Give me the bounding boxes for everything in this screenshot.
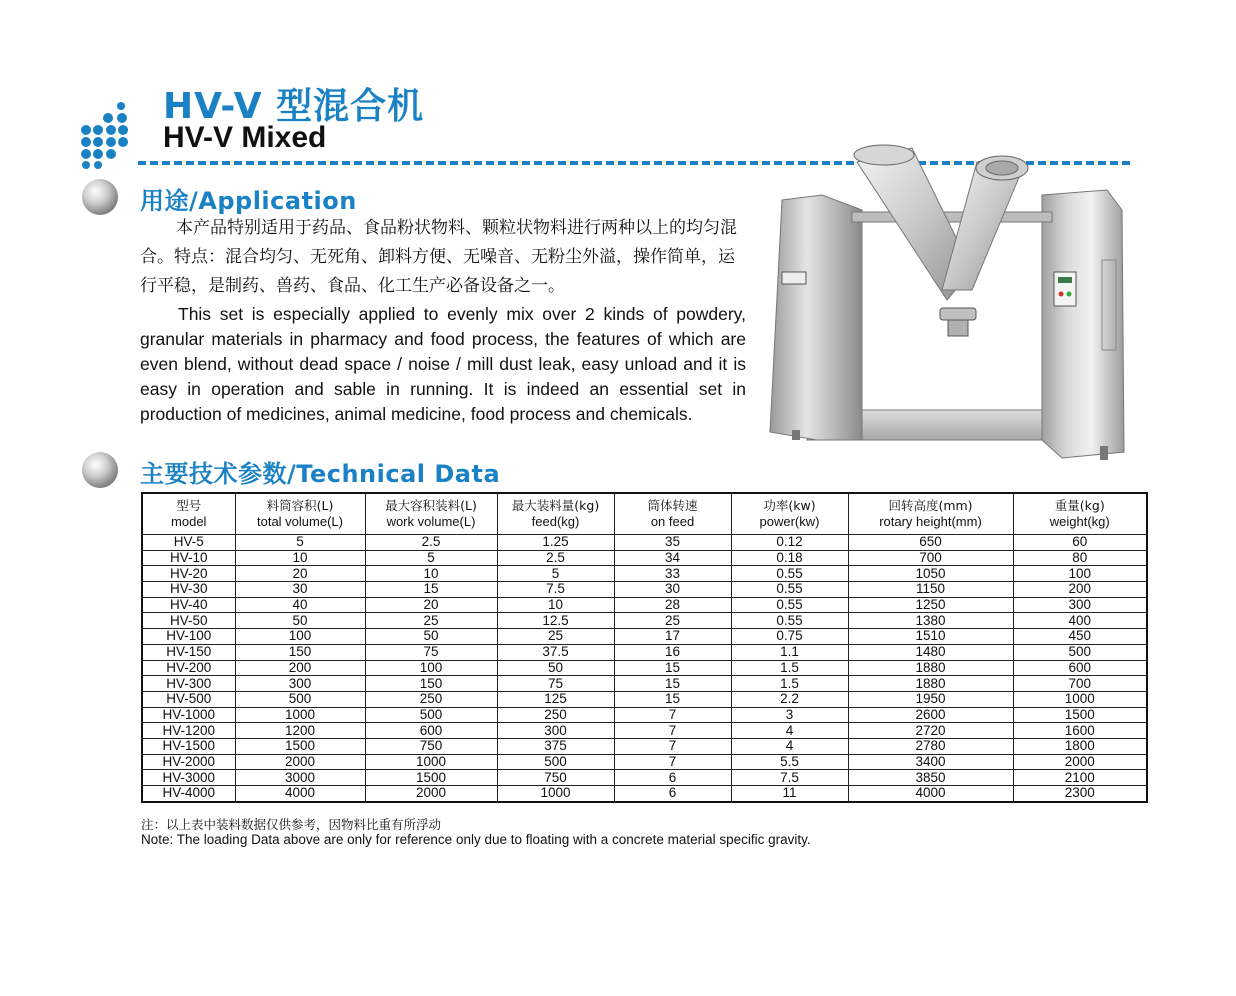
table-cell: HV-500	[142, 691, 235, 707]
table-cell: 7	[614, 738, 731, 754]
table-cell: 650	[848, 535, 1013, 551]
table-cell: 15	[614, 676, 731, 692]
table-cell: 75	[497, 676, 614, 692]
table-cell: 2100	[1013, 770, 1147, 786]
page-title-cn: HV-V 型混合机	[163, 86, 425, 127]
spec-table-container	[141, 492, 1146, 803]
application-heading-block	[82, 179, 482, 219]
table-cell: 25	[497, 629, 614, 645]
table-row	[142, 535, 1147, 551]
table-row	[142, 582, 1147, 598]
table-row	[142, 613, 1147, 629]
table-row	[142, 770, 1147, 786]
table-cell: 1500	[235, 738, 365, 754]
table-cell: 2300	[1013, 786, 1147, 802]
table-cell: 0.75	[731, 629, 848, 645]
table-cell: 3400	[848, 754, 1013, 770]
column-header-cn: 最大装料量(kg)	[511, 498, 600, 513]
table-cell: 2.5	[497, 550, 614, 566]
column-header-en: weight(kg)	[1049, 514, 1110, 529]
application-text-cn: 本产品特别适用于药品、食品粉状物料、颗粒状物料进行两种以上的均匀混合。特点：混合均匀、无死角、卸料方便、无噪音、无粉尘外溢，操作简单，运行平稳，是制药、兽药、食品、化工生产必备设备之一。	[140, 218, 737, 296]
table-cell: 1880	[848, 676, 1013, 692]
table-cell: 1510	[848, 629, 1013, 645]
column-header	[142, 493, 235, 535]
table-row	[142, 676, 1147, 692]
table-cell: 15	[614, 660, 731, 676]
table-cell: 1000	[497, 786, 614, 802]
table-row	[142, 550, 1147, 566]
column-header	[731, 493, 848, 535]
table-cell: HV-5	[142, 535, 235, 551]
column-header-en: rotary height(mm)	[879, 514, 982, 529]
table-cell: 700	[1013, 676, 1147, 692]
table-cell: 1600	[1013, 723, 1147, 739]
bullet-ball-icon	[82, 452, 118, 488]
table-cell: 16	[614, 644, 731, 660]
column-header-cn: 回转高度(mm)	[888, 498, 973, 513]
table-cell: 100	[365, 660, 497, 676]
table-cell: 600	[1013, 660, 1147, 676]
column-header-en: total volume(L)	[257, 514, 343, 529]
table-cell: 15	[365, 582, 497, 598]
table-cell: 20	[365, 597, 497, 613]
table-cell: HV-10	[142, 550, 235, 566]
table-cell: 25	[365, 613, 497, 629]
column-header-cn: 筒体转速	[647, 498, 698, 513]
table-cell: 25	[614, 613, 731, 629]
table-cell: 11	[731, 786, 848, 802]
application-text-en: This set is especially applied to evenly mix over 2 kinds of powdery, granular materials in pharmacy and food process, the features of which are even blend, without dead space / noise / mill dust leak, easy unload and it is easy in operation and sable in running. It is indeed an essential set in production of medicines, animal medicine, food process and chemicals.	[140, 304, 746, 424]
column-header-cn: 重量(kg)	[1054, 498, 1105, 513]
table-cell: 0.12	[731, 535, 848, 551]
table-cell: 150	[365, 676, 497, 692]
table-cell: 1.5	[731, 676, 848, 692]
table-cell: 2.5	[365, 535, 497, 551]
table-row	[142, 707, 1147, 723]
table-cell: 5.5	[731, 754, 848, 770]
table-cell: 7.5	[497, 582, 614, 598]
table-cell: 200	[235, 660, 365, 676]
column-header-cn: 型号	[176, 498, 202, 513]
table-cell: 37.5	[497, 644, 614, 660]
column-header-en: model	[171, 514, 207, 529]
table-cell: HV-30	[142, 582, 235, 598]
table-cell: 5	[497, 566, 614, 582]
table-cell: 30	[614, 582, 731, 598]
column-header-cn: 功率(kw)	[763, 498, 816, 513]
table-cell: 750	[365, 738, 497, 754]
table-cell: 1950	[848, 691, 1013, 707]
table-cell: HV-4000	[142, 786, 235, 802]
spec-table	[141, 492, 1148, 803]
table-cell: 7	[614, 754, 731, 770]
table-cell: HV-40	[142, 597, 235, 613]
table-cell: HV-50	[142, 613, 235, 629]
table-body	[142, 535, 1147, 802]
column-header-cn: 最大容积装料(L)	[385, 498, 477, 513]
column-header-en: feed(kg)	[531, 514, 580, 529]
table-cell: 300	[1013, 597, 1147, 613]
column-header	[235, 493, 365, 535]
table-cell: 0.55	[731, 582, 848, 598]
table-cell: 3	[731, 707, 848, 723]
table-cell: 20	[235, 566, 365, 582]
table-cell: 1.5	[731, 660, 848, 676]
table-cell: 10	[365, 566, 497, 582]
table-row	[142, 786, 1147, 802]
dot-logo-icon	[78, 100, 138, 170]
column-header	[497, 493, 614, 535]
table-cell: 100	[1013, 566, 1147, 582]
table-row	[142, 566, 1147, 582]
table-cell: 4000	[235, 786, 365, 802]
table-cell: 1380	[848, 613, 1013, 629]
column-header-en: power(kw)	[759, 514, 820, 529]
table-cell: 2000	[365, 786, 497, 802]
table-cell: 2000	[1013, 754, 1147, 770]
table-cell: 1.1	[731, 644, 848, 660]
table-cell: HV-200	[142, 660, 235, 676]
table-cell: 30	[235, 582, 365, 598]
table-cell: 0.55	[731, 597, 848, 613]
table-cell: 250	[497, 707, 614, 723]
table-cell: 0.55	[731, 613, 848, 629]
table-cell: 7.5	[731, 770, 848, 786]
table-cell: 2.2	[731, 691, 848, 707]
table-cell: 17	[614, 629, 731, 645]
column-header	[848, 493, 1013, 535]
table-row	[142, 723, 1147, 739]
table-cell: 150	[235, 644, 365, 660]
table-row	[142, 754, 1147, 770]
table-cell: 4000	[848, 786, 1013, 802]
table-cell: 600	[365, 723, 497, 739]
table-cell: 75	[365, 644, 497, 660]
technical-heading-block	[82, 452, 602, 492]
table-cell: 2000	[235, 754, 365, 770]
table-cell: 6	[614, 786, 731, 802]
application-heading: 用途/Application	[140, 187, 357, 215]
table-cell: 1200	[235, 723, 365, 739]
table-cell: 10	[497, 597, 614, 613]
table-cell: 750	[497, 770, 614, 786]
table-header-row	[142, 493, 1147, 535]
table-row	[142, 597, 1147, 613]
table-cell: 1880	[848, 660, 1013, 676]
table-cell: 700	[848, 550, 1013, 566]
table-cell: 7	[614, 723, 731, 739]
table-cell: 500	[235, 691, 365, 707]
table-cell: 40	[235, 597, 365, 613]
table-cell: 12.5	[497, 613, 614, 629]
bullet-ball-icon	[82, 179, 118, 215]
table-cell: 1500	[1013, 707, 1147, 723]
table-cell: HV-1000	[142, 707, 235, 723]
table-cell: 1480	[848, 644, 1013, 660]
table-cell: 5	[365, 550, 497, 566]
table-cell: 250	[365, 691, 497, 707]
column-header-en: work volume(L)	[386, 514, 476, 529]
table-row	[142, 629, 1147, 645]
table-cell: 1150	[848, 582, 1013, 598]
column-header-en: on feed	[650, 514, 695, 529]
table-cell: HV-300	[142, 676, 235, 692]
table-cell: 3850	[848, 770, 1013, 786]
table-cell: 6	[614, 770, 731, 786]
v-mixer-machine-image	[762, 140, 1138, 470]
table-cell: 4	[731, 723, 848, 739]
table-cell: 33	[614, 566, 731, 582]
table-cell: 400	[1013, 613, 1147, 629]
table-cell: 0.18	[731, 550, 848, 566]
column-header	[1013, 493, 1147, 535]
table-cell: 1800	[1013, 738, 1147, 754]
table-cell: 1250	[848, 597, 1013, 613]
table-cell: 28	[614, 597, 731, 613]
table-cell: 50	[235, 613, 365, 629]
table-cell: 300	[497, 723, 614, 739]
table-cell: 2720	[848, 723, 1013, 739]
page-title-en: HV-V Mixed	[163, 121, 327, 154]
table-cell: 125	[497, 691, 614, 707]
note-cn: 注：以上表中装料数据仅供参考，因物料比重有所浮动	[141, 817, 442, 832]
table-cell: 1.25	[497, 535, 614, 551]
table-cell: 5	[235, 535, 365, 551]
table-cell: 1050	[848, 566, 1013, 582]
table-cell: 375	[497, 738, 614, 754]
table-cell: 3000	[235, 770, 365, 786]
table-row	[142, 644, 1147, 660]
table-row	[142, 660, 1147, 676]
technical-heading: 主要技术参数/Technical Data	[140, 460, 501, 488]
table-cell: 34	[614, 550, 731, 566]
table-cell: 35	[614, 535, 731, 551]
table-cell: HV-1500	[142, 738, 235, 754]
table-cell: 200	[1013, 582, 1147, 598]
table-cell: HV-2000	[142, 754, 235, 770]
table-cell: 7	[614, 707, 731, 723]
table-cell: 4	[731, 738, 848, 754]
table-cell: HV-3000	[142, 770, 235, 786]
table-cell: 100	[235, 629, 365, 645]
table-cell: 1500	[365, 770, 497, 786]
table-cell: 50	[365, 629, 497, 645]
table-cell: 2600	[848, 707, 1013, 723]
table-cell: 80	[1013, 550, 1147, 566]
table-cell: 10	[235, 550, 365, 566]
column-header	[614, 493, 731, 535]
table-cell: 15	[614, 691, 731, 707]
table-cell: HV-20	[142, 566, 235, 582]
table-cell: 500	[497, 754, 614, 770]
table-cell: 50	[497, 660, 614, 676]
table-cell: 1000	[235, 707, 365, 723]
table-cell: HV-1200	[142, 723, 235, 739]
table-cell: 1000	[1013, 691, 1147, 707]
column-header	[365, 493, 497, 535]
table-cell: 1000	[365, 754, 497, 770]
table-cell: 500	[365, 707, 497, 723]
table-cell: 450	[1013, 629, 1147, 645]
table-cell: 2780	[848, 738, 1013, 754]
note-en: Note: The loading Data above are only for reference only due to floating with a concrete material specific gravity.	[141, 832, 811, 847]
column-header-cn: 料筒容积(L)	[266, 498, 334, 513]
table-cell: HV-150	[142, 644, 235, 660]
table-cell: 300	[235, 676, 365, 692]
table-cell: 60	[1013, 535, 1147, 551]
table-cell: 0.55	[731, 566, 848, 582]
table-row	[142, 691, 1147, 707]
table-row	[142, 738, 1147, 754]
table-cell: 500	[1013, 644, 1147, 660]
table-cell: HV-100	[142, 629, 235, 645]
